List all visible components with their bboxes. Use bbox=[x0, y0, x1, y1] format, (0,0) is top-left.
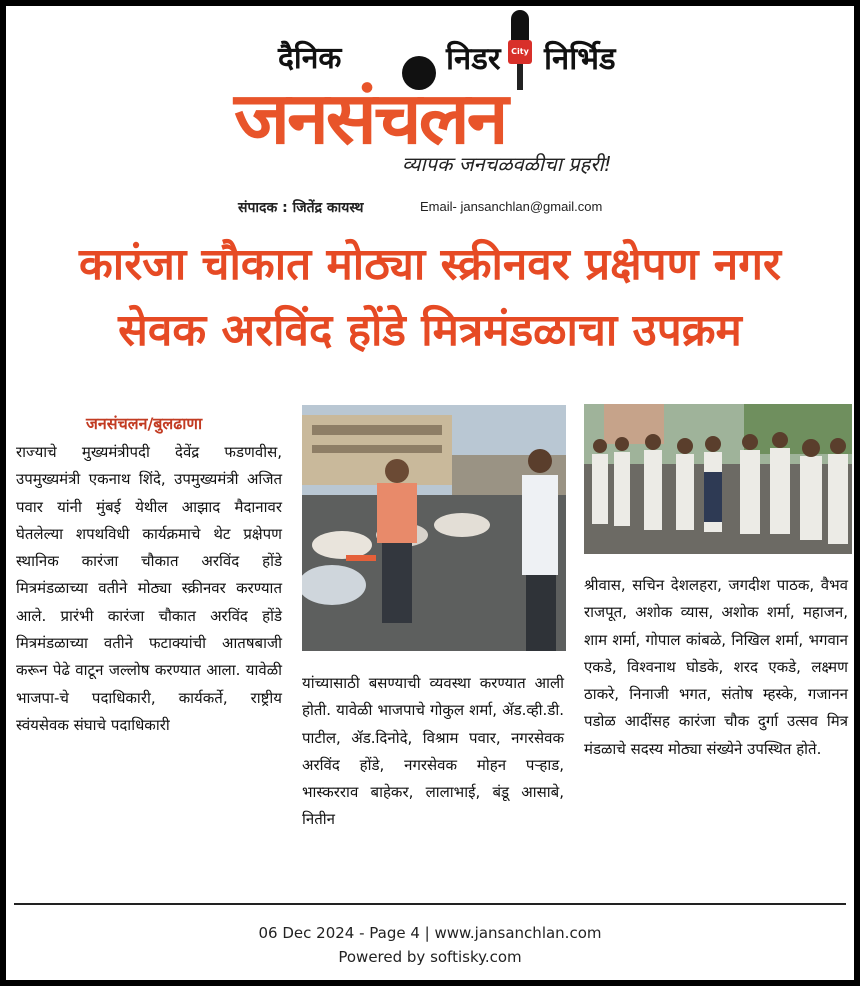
editor-line: संपादक : जितेंद्र कायस्थ bbox=[238, 200, 364, 216]
article-column-3: श्रीवास, सचिन देशलहरा, जगदीश पाठक, वैभव राजपूत, अशोक व्यास, अशोक शर्मा, महाजन, शाम शर्मा, गोपाल कांबळे, निखिल शर्मा, भगवान एकडे, विश्वनाथ घोडके, शरद एकडे, लक्ष्मण ठाकरे, निनाजी भगत, संतोष म्हस्के, गजानन पडोळ आदींसह कारंजा चौक दुर्गा उत्सव मित्र मंडळाचे सदस्य मोठ्या संख्येने उपस्थित होते. bbox=[584, 576, 848, 758]
masthead-title: जनसंचलन bbox=[234, 76, 506, 160]
masthead-slogan-left: निडर bbox=[446, 41, 501, 77]
mic-badge: City bbox=[508, 40, 532, 64]
article-headline bbox=[26, 232, 834, 364]
email-line: Email- jansanchlan@gmail.com bbox=[420, 199, 603, 214]
headline-line-2: सेवक अरविंद होंडे मित्रमंडळाचा उपक्रम bbox=[118, 305, 742, 356]
footer-divider bbox=[14, 903, 846, 905]
event-photo-crowd bbox=[302, 405, 566, 651]
article-column-1: राज्याचे मुख्यमंत्रीपदी देवेंद्र फडणवीस, उपमुख्यमंत्री एकनाथ शिंदे, उपमुख्यमंत्री अजित पवार यांनी मुंबई येथील आझाद मैदानावर घेतलेल्या शपथविधी कार्यक्रमाचे थेट प्रक्षेपण स्थानिक कारंजा चौकात अरविंद होंडे मित्रमंडळाच्या वतीने मोठ्या स्क्रीनवर करण्यात आले. प्रारंभी कारंजा चौकात अरविंद होंडे मित्रमंडळाच्या वतीने फटाक्यांची आतषबाजी करून पेढे वाटून जल्लोष करण्यात आला. यावेळी भाजपा-चे पदाधिकारी, कार्यकर्ते, राष्ट्रीय स्वंयसेवक संघाचे पदाधिकारी bbox=[16, 443, 282, 734]
article-column-2: यांच्यासाठी बसण्याची व्यवस्था करण्यात आली होती. यावेळी भाजपाचे गोकुल शर्मा, ॲड.व्ही.डी. पाटील, ॲड.दिनोदे, विश्राम पवार, नगरसेवक अरविंद होंडे, नगरसेवक मोहन पऱ्हाड, भास्करराव बाहेकर, लालाभाई, बंडू आसाबे, नितीन bbox=[302, 674, 564, 829]
footer-date-page: 06 Dec 2024 - Page 4 | www.jansanchlan.com bbox=[258, 924, 602, 942]
microphone-icon bbox=[508, 10, 532, 90]
event-photo-gathering bbox=[584, 404, 852, 554]
masthead-prefix: दैनिक bbox=[278, 41, 342, 76]
dateline: जनसंचलन/बुलढाणा bbox=[86, 414, 203, 433]
headline-line-1: कारंजा चौकात मोठ्या स्क्रीनवर प्रक्षेपण नगर bbox=[79, 239, 781, 290]
masthead-tagline: व्यापक जनचळवळीचा प्रहरी! bbox=[402, 152, 612, 176]
masthead-slogan-right: निर्भिड bbox=[544, 41, 616, 77]
footer-powered-by: Powered by softisky.com bbox=[338, 948, 522, 966]
newspaper-page bbox=[6, 6, 854, 980]
